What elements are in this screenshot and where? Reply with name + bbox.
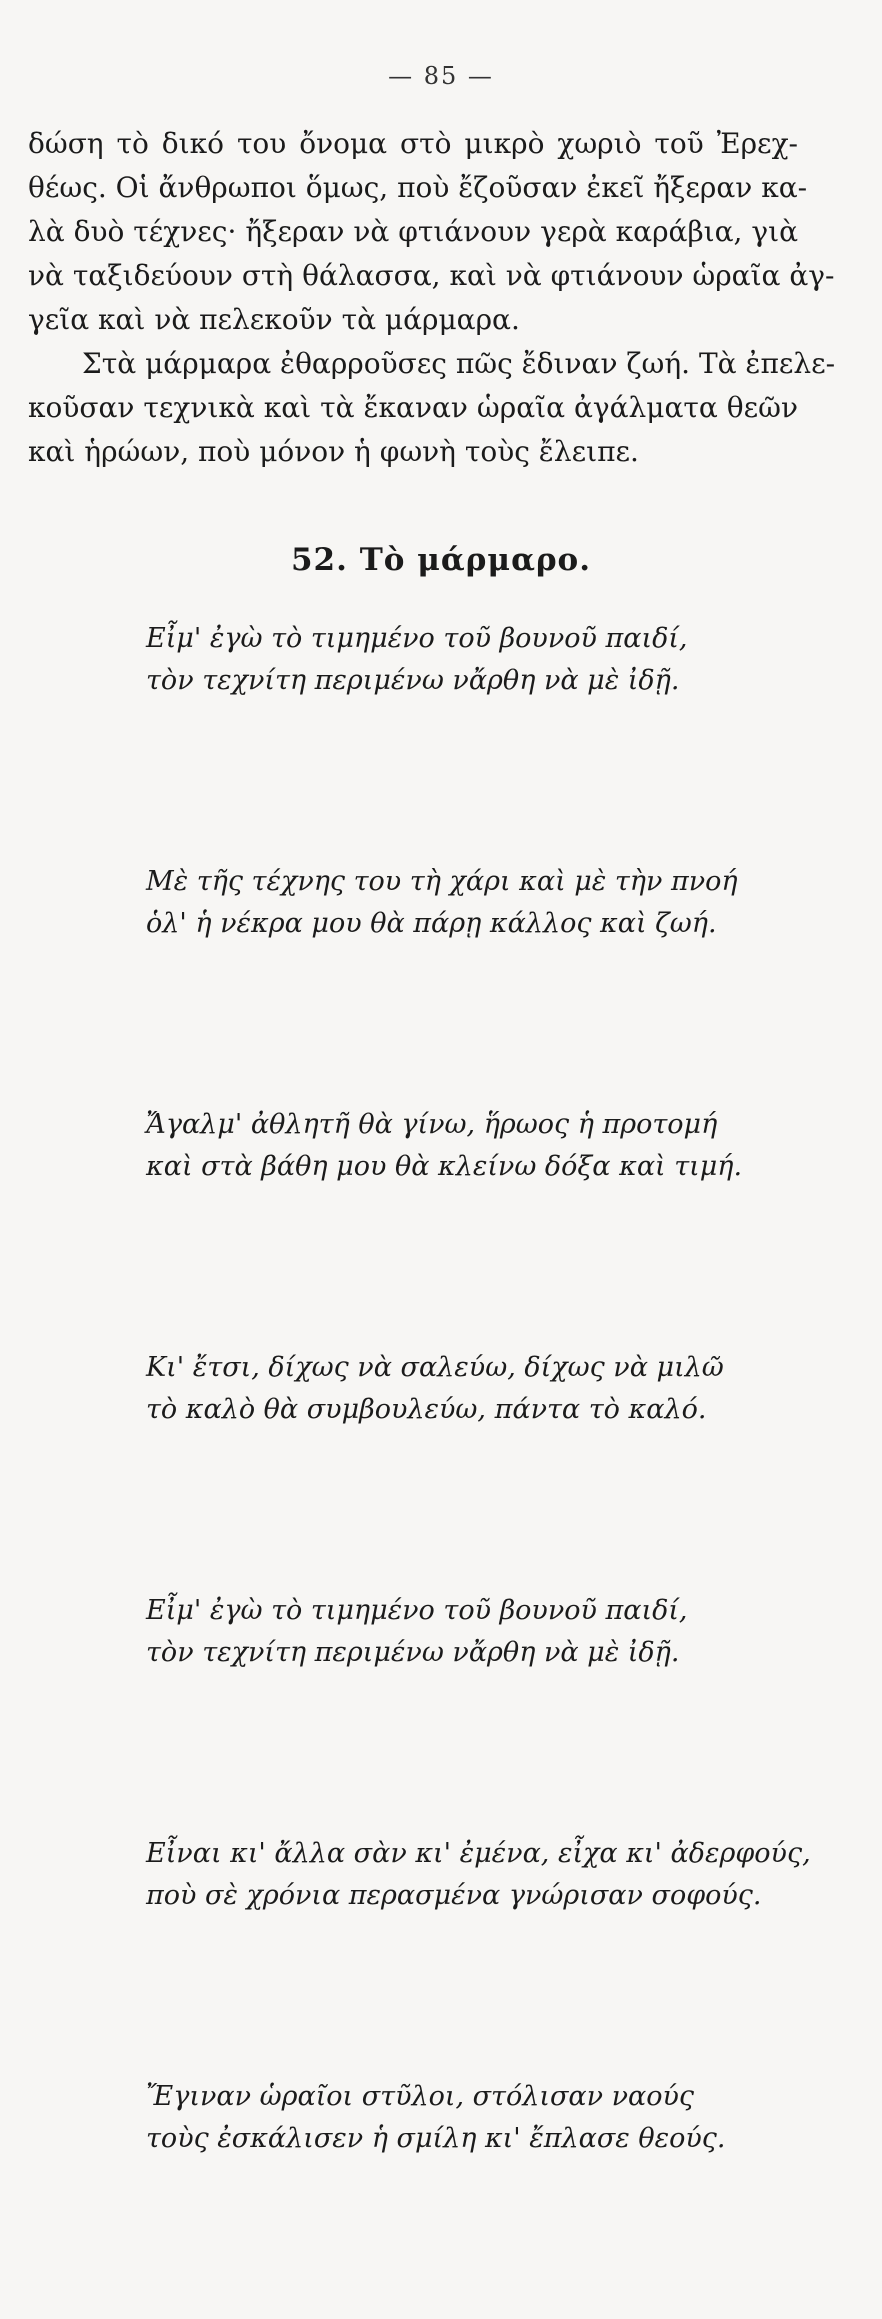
poem-verse: τὸν τεχνίτη περιμένω νἄρθη νὰ μὲ ἰδῇ. xyxy=(146,1637,680,1668)
poem-verse: Εἶναι κι' ἄλλα σὰν κι' ἐμένα, εἶχα κι' ἀδερφούς, xyxy=(146,1838,811,1869)
prose-line: Στὰ μάρμαρα ἐθαρροῦσες πῶς ἔδιναν ζωή. Τὰ ἐπελε- xyxy=(82,347,836,380)
prose-line: δώση τὸ δικό του ὄνομα στὸ μικρὸ χωριὸ τοῦ Ἐρεχ- xyxy=(28,127,798,160)
poem-stanza xyxy=(146,1833,846,2076)
poem-verse: τὸν τεχνίτη περιμένω νἄρθη νὰ μὲ ἰδῇ. xyxy=(146,665,680,696)
poem-verse: Εἶμ' ἐγὼ τὸ τιμημένο τοῦ βουνοῦ παιδί, xyxy=(146,623,688,654)
poem-verse: Εἶμ' ἐγὼ τὸ τιμημένο τοῦ βουνοῦ παιδί, xyxy=(146,1595,688,1626)
poem-verse: Ἔγιναν ὡραῖοι στῦλοι, στόλισαν ναούς xyxy=(146,2081,695,2112)
section-title: 52. Τὸ μάρμαρο. xyxy=(290,542,592,578)
prose-line: λὰ δυὸ τέχνες· ἤξεραν νὰ φτιάνουν γερὰ καράβια, γιὰ xyxy=(28,215,798,248)
prose-line: γεῖα καὶ νὰ πελεκοῦν τὰ μάρμαρα. xyxy=(28,303,520,336)
page-number: — 85 — xyxy=(388,62,494,90)
poem-verse: καὶ στὰ βάθη μου θὰ κλείνω δόξα καὶ τιμή. xyxy=(146,1151,743,1182)
poem-verse: τοὺς ἐσκάλισεν ἡ σμίλη κι' ἔπλασε θεούς. xyxy=(146,2123,726,2154)
poem-stanza xyxy=(146,1347,846,1590)
prose-line: καὶ ἡρώων, ποὺ μόνον ἡ φωνὴ τοὺς ἔλειπε. xyxy=(28,435,639,468)
poem-stanza xyxy=(146,618,846,861)
prose-line: θέως. Οἱ ἄνθρωποι ὅμως, ποὺ ἔζοῦσαν ἐκεῖ ἤξεραν κα- xyxy=(28,171,808,204)
poem-stanza xyxy=(146,861,846,1104)
prose-line: νὰ ταξιδεύουν στὴ θάλασσα, καὶ νὰ φτιάνουν ὡραῖα ἀγ- xyxy=(28,259,835,292)
poem-verse: τὸ καλὸ θὰ συμβουλεύω, πάντα τὸ καλό. xyxy=(146,1394,707,1425)
poem-verse: Ἄγαλμ' ἀθλητῆ θὰ γίνω, ἥρωος ἡ προτομή xyxy=(146,1109,718,1140)
poem xyxy=(146,618,846,2319)
poem-verse: ὁλ' ἡ νέκρα μου θὰ πάρῃ κάλλος καὶ ζωή. xyxy=(146,908,717,939)
poem-verse: Μὲ τῆς τέχνης του τὴ χάρι καὶ μὲ τὴν πνοή xyxy=(146,866,738,897)
poem-stanza xyxy=(146,1590,846,1833)
prose-line: κοῦσαν τεχνικὰ καὶ τὰ ἔκαναν ὡραῖα ἀγάλματα θεῶν xyxy=(28,391,798,424)
prose-paragraphs xyxy=(28,122,836,474)
poem-verse: Κι' ἔτσι, δίχως νὰ σαλεύω, δίχως νὰ μιλῶ xyxy=(146,1352,724,1383)
poem-stanza xyxy=(146,2076,846,2319)
poem-stanza xyxy=(146,1104,846,1347)
poem-verse: ποὺ σὲ χρόνια περασμένα γνώρισαν σοφούς. xyxy=(146,1880,762,1911)
